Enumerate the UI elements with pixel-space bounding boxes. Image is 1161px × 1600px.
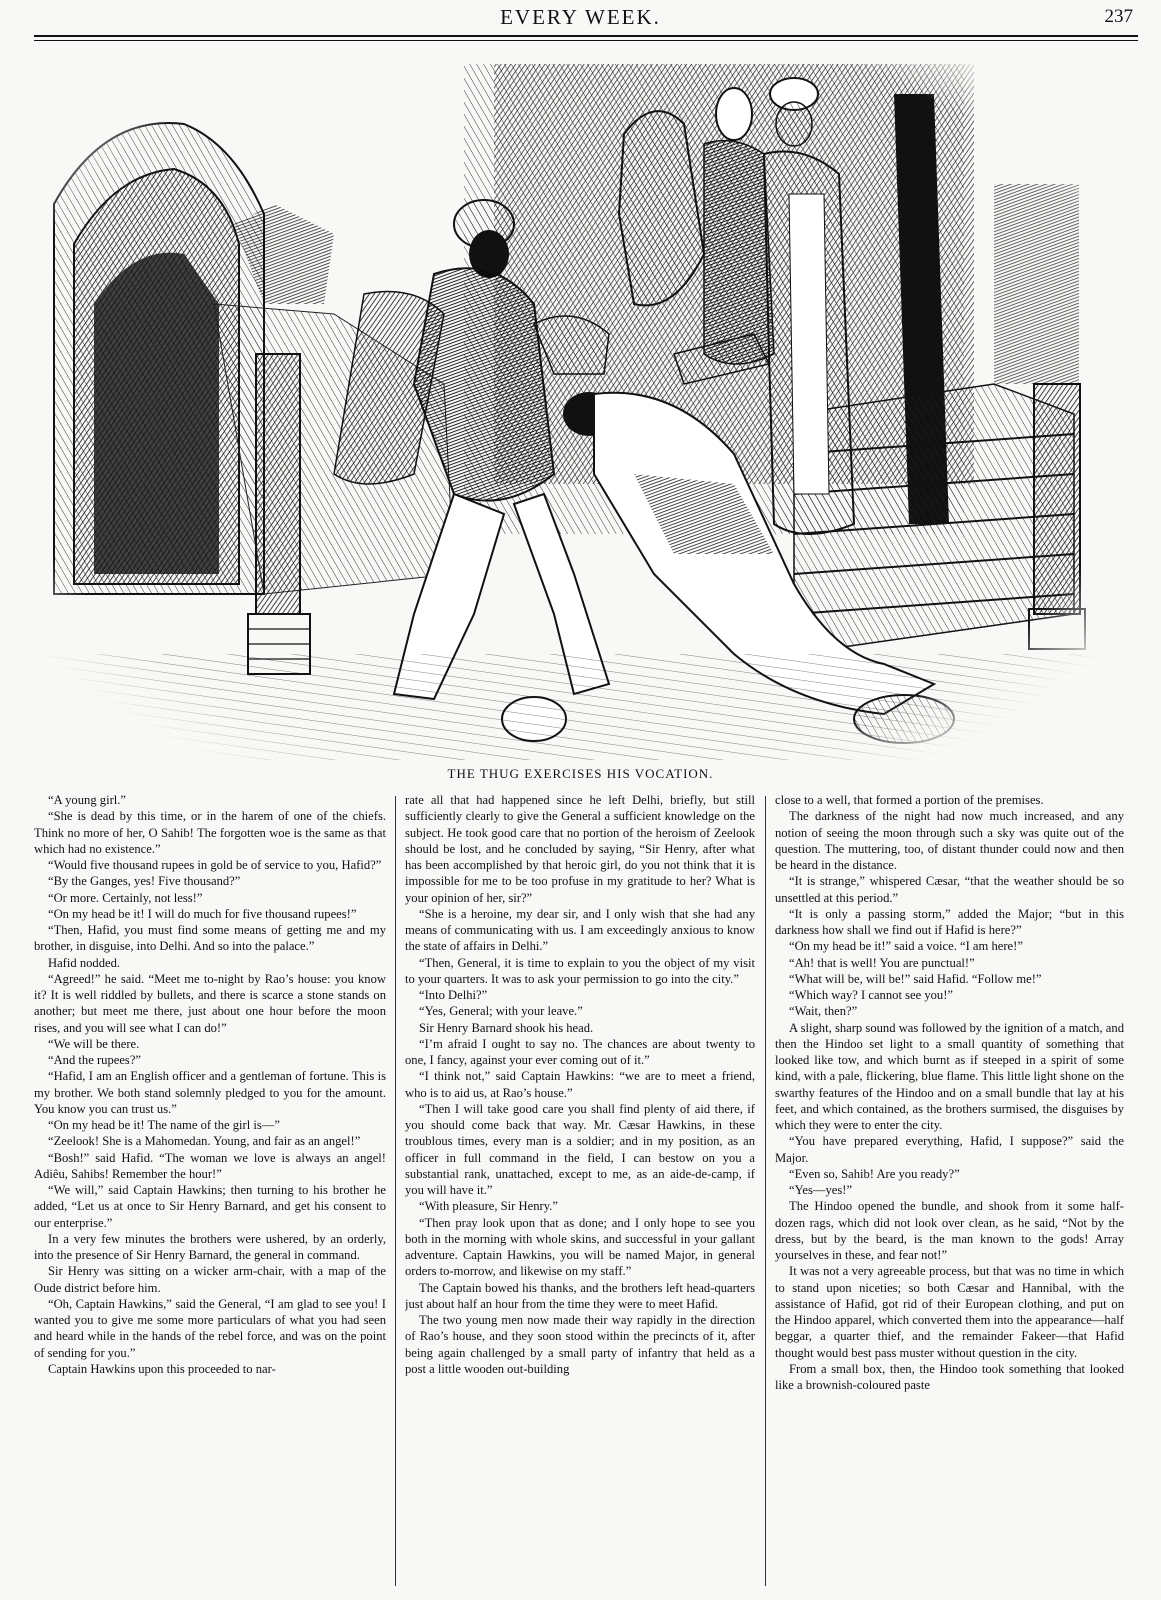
paragraph: Sir Henry was sitting on a wicker arm-chair, with a map of the Oude district before him.: [34, 1264, 386, 1295]
paragraph: “On my head be it! I will do much for five thousand rupees!”: [48, 906, 357, 921]
paragraph: The Hindoo opened the bundle, and shook from it some half-dozen rags, which did not look over clean, as he said, “Not by the dress, but by the beard, is the man known to the gods! Array yourselves in these, and fear not!”: [775, 1199, 1124, 1262]
paragraph: The darkness of the night had now much increased, and any notion of seeing the moon through such a sky was quite out of the question. The muttering, too, of distant thunder could now and then be heard in the distance.: [775, 809, 1124, 872]
paragraph: The two young men now made their way rapidly in the direction of Rao’s house, and they soon stood within the precincts of it, after being again challenged by a small party of infantry that held as a post a little wooden out-building: [405, 1313, 755, 1376]
paragraph: “You have prepared everything, Hafid, I suppose?” said the Major.: [775, 1134, 1124, 1165]
paragraph: “Oh, Captain Hawkins,” said the General, “I am glad to see you! I wanted you to give me some more particulars of what you had seen and heard while in the hands of the rebel force, and was on the point of sending for you.”: [34, 1296, 386, 1360]
paragraph: “On my head be it! The name of the girl is—”: [48, 1118, 280, 1132]
text-column-3: [775, 792, 1124, 1592]
paragraph: A slight, sharp sound was followed by the ignition of a match, and then the Hindoo set light to a small quantity of something that looked like tow, and which burnt as if steeped in a spirit of some kind, with a pale, flickering, blue flame. This little light shone on the swarthy features of the Hindoo and on a small bundle that lay at his feet, and which contained, as the brothers surmised, the disguises by which they were to enter the city.: [775, 1020, 1124, 1132]
paragraph: “Then, Hafid, you must find some means of getting me and my brother, in disguise, into Delhi. And so into the palace.”: [34, 923, 386, 954]
paragraph: “Even so, Sahib! Are you ready?”: [789, 1166, 960, 1181]
paragraph: “She is a heroine, my dear sir, and I only wish that she had any means of communicating with us. I am exceedingly anxious to know the state of affairs in Delhi.”: [405, 906, 755, 954]
paragraph: “Yes—yes!”: [789, 1183, 853, 1197]
paragraph: “Into Delhi?”: [419, 988, 488, 1002]
paragraph: close to a well, that formed a portion of the premises.: [775, 793, 1044, 807]
paragraph: “Or more. Certainly, not less!”: [48, 890, 203, 905]
paragraph: “Bosh!” said Hafid. “The woman we love is always an angel! Adiêu, Sahibs! Remember the hour!”: [34, 1150, 386, 1181]
paragraph: rate all that had happened since he left Delhi, briefly, but still sufficiently clearly to give the General a sufficient knowledge on the subject. He took good care that no portion of the heroism of Zeelook should be lost, and he concluded by saying, “Sir Henry, after what has been accomplished by that heroic girl, do you not think that it is impossible for me to be too profuse in my gratitude to her? What is your opinion of her, sir?”: [405, 793, 755, 905]
paragraph: “It is strange,” whispered Cæsar, “that the weather should be so unsettled at this period.”: [775, 874, 1124, 905]
paragraph: “It is only a passing storm,” added the Major; “but in this darkness how shall we find out if Hafid is here?”: [775, 906, 1124, 937]
paragraph: “We will be there.: [48, 1036, 140, 1051]
paragraph: “Which way? I cannot see you!”: [789, 988, 953, 1002]
text-column-2: [405, 792, 755, 1592]
illustration-caption: THE THUG EXERCISES HIS VOCATION.: [447, 766, 714, 781]
paragraph: “Yes, General; with your leave.”: [419, 1004, 583, 1019]
paragraph: “Wait, then?”: [789, 1004, 858, 1019]
paragraph: “And the rupees?”: [48, 1053, 142, 1067]
paragraph: In a very few minutes the brothers were ushered, by an orderly, into the presence of Sir Henry Barnard, the general in command.: [34, 1231, 386, 1262]
engraving-illustration: [34, 54, 1110, 760]
page-number: 237: [1104, 6, 1133, 27]
paragraph: “Agreed!” he said. “Meet me to-night by Rao’s house: you know it? It is well riddled by bullets, and there is scarce a stone stands on another; but meet me there, just about one hour before the moon rises, and you will see what I can do!”: [34, 971, 386, 1035]
paragraph: “Ah! that is well! You are punctual!”: [789, 955, 975, 970]
paragraph: “We will,” said Captain Hawkins; then turning to his brother he added, “Let us at once to Sir Henry Barnard, and get his consent to our enterprise.”: [34, 1183, 386, 1230]
paragraph: “Zeelook! She is a Mahomedan. Young, and fair as an angel!”: [48, 1134, 361, 1149]
article-body: [34, 792, 1124, 1592]
paragraph: From a small box, then, the Hindoo took something that looked like a brownish-coloured paste: [775, 1361, 1124, 1392]
paragraph: Sir Henry Barnard shook his head.: [419, 1020, 594, 1035]
column-divider: [395, 796, 396, 1586]
paragraph: Captain Hawkins upon this proceeded to nar-: [48, 1361, 276, 1376]
paragraph: Hafid nodded.: [48, 955, 121, 970]
paragraph: “What will be, will be!” said Hafid. “Follow me!”: [789, 971, 1042, 986]
paragraph: “I’m afraid I ought to say no. The chances are about twenty to one, I fancy, against your ever coming out of it.”: [405, 1036, 755, 1067]
masthead: [0, 4, 1161, 30]
text-column-1: [34, 792, 386, 1592]
paragraph: The Captain bowed his thanks, and the brothers left head-quarters just about half an hour from the time they were to meet Hafid.: [405, 1280, 755, 1311]
paragraph: “A young girl.”: [48, 793, 126, 807]
paragraph: “She is dead by this time, or in the harem of one of the chiefs. Think no more of her, O Sahib! The forgotten woe is the same as that which had no existence.”: [34, 809, 386, 856]
paragraph: “With pleasure, Sir Henry.”: [419, 1199, 558, 1214]
header-rule-thin: [34, 40, 1138, 41]
paragraph: “Then I will take good care you shall find plenty of aid there, if you should come back that way. Mr. Cæsar Hawkins, in these troublous times, every man is a soldier; and in my position, as an officer in full command in the field, I can bestow on you a substantial rank, unattached, except to me, as an aide-de-camp, if you will have it.”: [405, 1101, 755, 1197]
column-divider: [765, 796, 766, 1586]
paragraph: “On my head be it!” said a voice. “I am here!”: [789, 939, 1023, 954]
paragraph: It was not a very agreeable process, but that was no time in which to stand upon niceties; so both Cæsar and Hannibal, with the assistance of Hafid, got rid of their European clothing, and put on the Hindoo apparel, which converted them into the appearance—half beggar, a quarter thief, and the remainder Fakeer—that Hafid thought would best pass muster without question in the city.: [775, 1264, 1124, 1360]
paragraph: “I think not,” said Captain Hawkins: “we are to meet a friend, who is to aid us, at Rao’s house.”: [405, 1069, 755, 1100]
running-head: EVERY WEEK.: [500, 5, 661, 29]
paragraph: “By the Ganges, yes! Five thousand?”: [48, 874, 241, 889]
paragraph: “Would five thousand rupees in gold be of service to you, Hafid?”: [48, 858, 382, 872]
paragraph: “Then pray look upon that as done; and I only hope to see you both in the morning with whole skins, and successful in your gallant adventure. Captain Hawkins, you will be named Major, in general orders to-morrow, and likewise on my staff.”: [405, 1215, 755, 1279]
header-rule-thick: [34, 35, 1138, 37]
paragraph: “Hafid, I am an English officer and a gentleman of fortune. This is my brother. We both stand solemnly pledged to you for the amount. You know you can trust us.”: [34, 1069, 386, 1116]
paragraph: “Then, General, it is time to explain to you the object of my visit to your quarters. It was to ask your permission to go into the city.”: [405, 955, 755, 986]
